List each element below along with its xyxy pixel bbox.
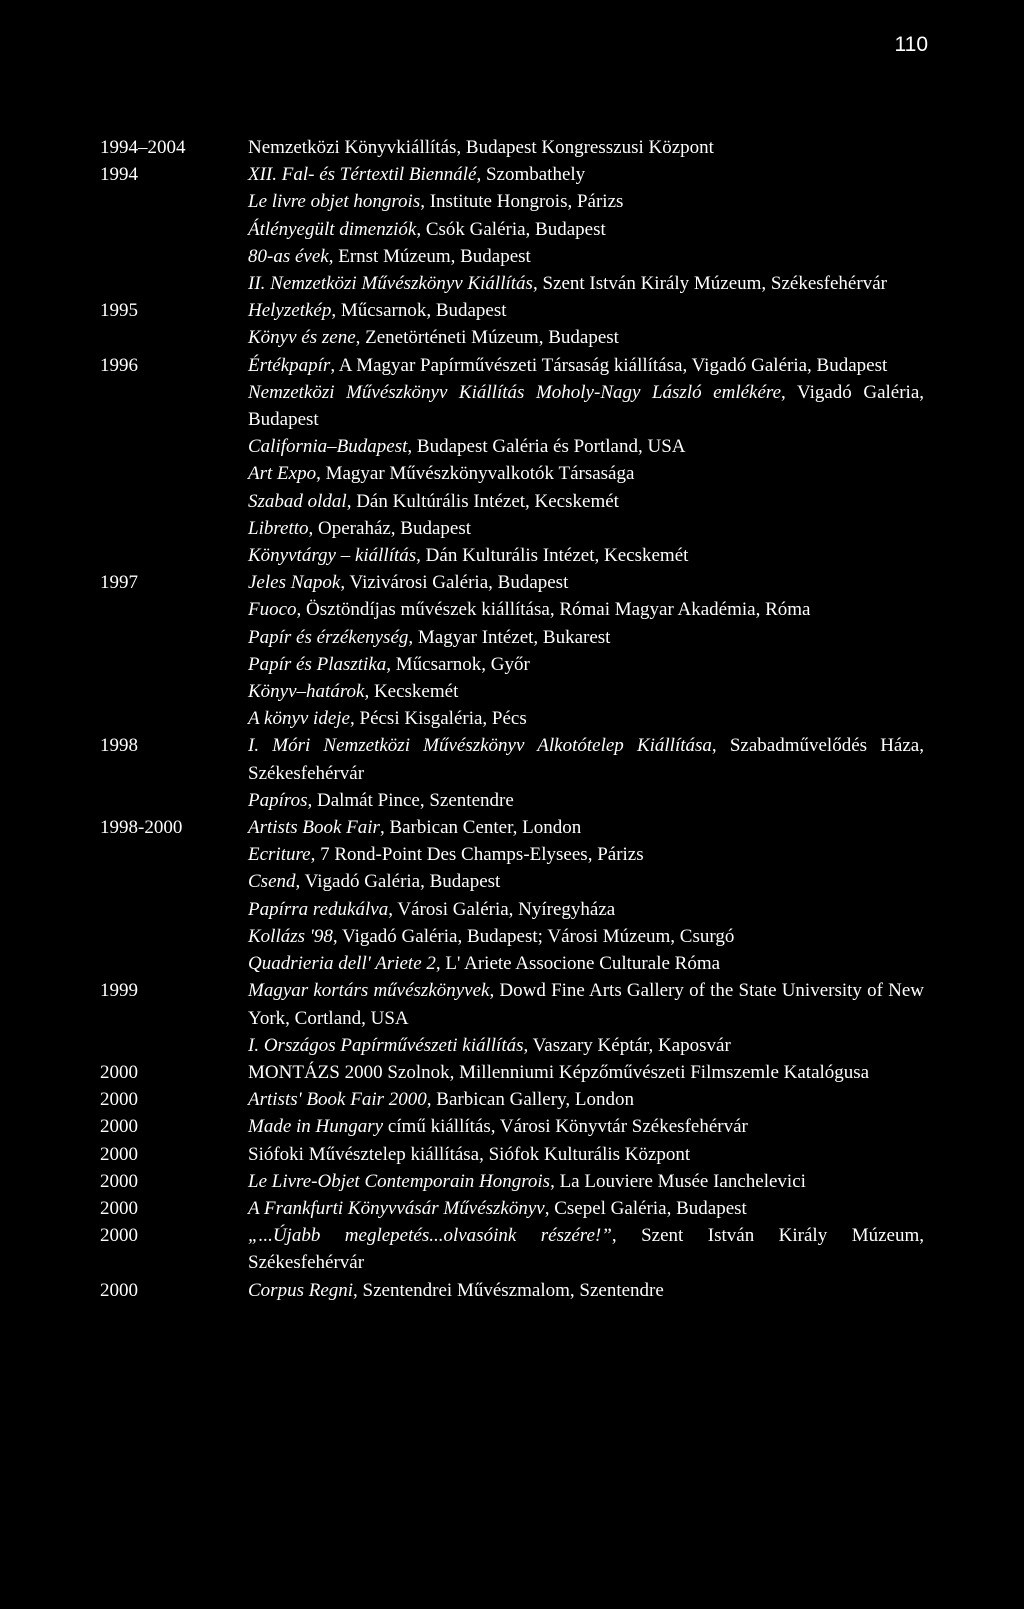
- exhibition-entry: [100, 814, 924, 977]
- exhibition-venue: , Vizivárosi Galéria, Budapest: [340, 572, 569, 594]
- entry-items: [248, 1277, 924, 1304]
- entry-year: 1998-2000: [100, 817, 183, 839]
- entry-year: 2000: [100, 1225, 138, 1247]
- exhibition-title: Papír és Plasztika: [248, 653, 387, 675]
- exhibition-title: XII. Fal- és Tértextil Biennálé: [248, 164, 477, 186]
- exhibition-title: California–Budapest: [248, 436, 408, 458]
- exhibition-venue: , Vaszary Képtár, Kaposvár: [523, 1034, 731, 1056]
- exhibition-item: [248, 1222, 924, 1276]
- exhibition-title: I. Móri Nemzetközi Művészkönyv Alkotótelep Kiállítása: [248, 735, 712, 757]
- exhibition-venue: , Dalmát Pince, Szentendre: [307, 789, 514, 811]
- exhibition-item: [248, 297, 924, 324]
- page-number: 110: [894, 33, 928, 56]
- exhibition-entry: [100, 161, 924, 297]
- exhibition-title: Magyar kortárs művészkönyvek: [248, 980, 490, 1002]
- entry-year: 1997: [100, 572, 138, 594]
- exhibition-item: [248, 542, 924, 569]
- exhibition-item: [248, 1195, 924, 1222]
- exhibition-item: [248, 324, 924, 351]
- exhibition-venue: MONTÁZS 2000 Szolnok, Millenniumi Képzőművészeti Filmszemle Katalógusa: [248, 1061, 870, 1083]
- exhibition-item: [248, 950, 924, 977]
- exhibition-item: [248, 188, 924, 215]
- exhibition-title: Ecriture: [248, 844, 311, 866]
- entry-items: [248, 161, 924, 297]
- exhibition-venue: Nemzetközi Könyvkiállítás, Budapest Kongresszusi Központ: [248, 137, 714, 158]
- exhibition-item: [248, 460, 924, 487]
- exhibition-entry: [100, 569, 924, 732]
- exhibition-venue: , Budapest Galéria és Portland, USA: [407, 436, 686, 458]
- exhibition-venue: , Vigadó Galéria, Budapest: [248, 381, 924, 431]
- exhibition-venue: , Dán Kulturális Intézet, Kecskemét: [416, 545, 689, 567]
- exhibition-item: [248, 896, 924, 923]
- exhibition-item: [248, 814, 924, 841]
- exhibition-item: [248, 868, 924, 895]
- exhibition-title: Papírra redukálva: [248, 898, 389, 920]
- entry-items: [248, 1113, 924, 1140]
- exhibition-entry: [100, 1113, 924, 1140]
- exhibition-venue: , Kecskemét: [364, 681, 459, 703]
- exhibition-title: Könyv és zene: [248, 327, 356, 349]
- entry-items: [248, 569, 924, 732]
- exhibition-title: Helyzetkép: [248, 300, 332, 322]
- exhibition-venue: , Pécsi Kisgaléria, Pécs: [350, 708, 527, 730]
- exhibition-entry: [100, 1059, 924, 1086]
- exhibition-venue: , Szombathely: [476, 164, 586, 186]
- exhibition-venue: , Szent István Király Múzeum, Székesfehérvár: [532, 273, 887, 295]
- exhibition-venue: , Zenetörténeti Múzeum, Budapest: [355, 327, 619, 349]
- exhibition-item: [248, 923, 924, 950]
- exhibition-title: Le Livre-Objet Contemporain Hongrois: [248, 1170, 551, 1192]
- entry-year: 1995: [100, 300, 138, 322]
- exhibition-title: Artists Book Fair: [248, 817, 380, 839]
- exhibition-title: Fuoco: [248, 599, 297, 621]
- exhibition-item: [248, 1277, 924, 1304]
- entry-items: [248, 1168, 924, 1195]
- exhibition-entry: [100, 1195, 924, 1222]
- exhibition-venue: , Barbican Gallery, London: [426, 1089, 634, 1111]
- exhibition-item: [248, 1168, 924, 1195]
- exhibition-venue: , Szent István Király Múzeum, Székesfehérvár: [248, 1225, 924, 1274]
- exhibition-venue: , Dán Kultúrális Intézet, Kecskemét: [346, 490, 619, 512]
- exhibition-title: Artists' Book Fair 2000: [248, 1089, 427, 1111]
- exhibition-venue: , Vigadó Galéria, Budapest; Városi Múzeum, Csurgó: [332, 925, 735, 947]
- entry-year: 1999: [100, 980, 138, 1002]
- exhibition-title: Jeles Napok: [248, 572, 341, 594]
- exhibition-item: [248, 651, 924, 678]
- entry-year: 2000: [100, 1143, 138, 1165]
- exhibition-entry: [100, 1086, 924, 1113]
- exhibition-entry: [100, 1222, 924, 1276]
- entry-items: [248, 1086, 924, 1113]
- exhibition-venue: , Műcsarnok, Budapest: [331, 300, 507, 322]
- exhibition-venue: Siófoki Művésztelep kiállítása, Siófok Kulturális Központ: [248, 1143, 691, 1165]
- exhibition-list: [100, 134, 924, 1304]
- entry-year: 2000: [100, 1089, 138, 1111]
- exhibition-title: Le livre objet hongrois: [248, 191, 421, 213]
- exhibition-venue: , Barbican Center, London: [379, 817, 582, 839]
- exhibition-entry: [100, 977, 924, 1059]
- entry-items: [248, 977, 924, 1059]
- exhibition-venue: , Magyar Intézet, Bukarest: [408, 626, 611, 648]
- exhibition-title: Libretto: [248, 517, 309, 539]
- exhibition-item: [248, 488, 924, 515]
- exhibition-venue: című kiállítás, Városi Könyvtár Székesfehérvár: [383, 1116, 748, 1138]
- exhibition-item: [248, 270, 924, 297]
- entry-items: [248, 732, 924, 814]
- exhibition-venue: , Vigadó Galéria, Budapest: [295, 871, 501, 893]
- entry-items: [248, 1195, 924, 1222]
- exhibition-item: [248, 787, 924, 814]
- exhibition-item: [248, 569, 924, 596]
- exhibition-venue: , Szentendrei Művészmalom, Szentendre: [353, 1279, 664, 1301]
- exhibition-item: [248, 624, 924, 651]
- exhibition-item: [248, 161, 924, 188]
- exhibition-title: Made in Hungary: [248, 1116, 384, 1138]
- exhibition-item: [248, 1032, 924, 1059]
- entry-year: 2000: [100, 1170, 138, 1192]
- exhibition-title: Szabad oldal: [248, 490, 347, 512]
- exhibition-item: [248, 678, 924, 705]
- exhibition-venue: , Műcsarnok, Győr: [386, 653, 530, 675]
- entry-items: [248, 297, 924, 351]
- exhibition-item: [248, 1086, 924, 1113]
- entry-items: [248, 814, 924, 977]
- entry-year: 2000: [100, 1061, 138, 1083]
- entry-year: 1996: [100, 354, 138, 376]
- exhibition-title: Papíros: [248, 789, 308, 811]
- entry-items: [248, 134, 924, 161]
- exhibition-item: [248, 243, 924, 270]
- exhibition-item: [248, 379, 924, 433]
- exhibition-venue: , Magyar Művészkönyvalkotók Társasága: [316, 463, 635, 485]
- exhibition-title: Corpus Regni: [248, 1279, 354, 1301]
- exhibition-venue: , Csepel Galéria, Budapest: [544, 1197, 747, 1219]
- exhibition-title: „...Újabb meglepetés...olvasóink részére!”: [248, 1225, 612, 1247]
- exhibition-entry: [100, 1141, 924, 1168]
- exhibition-title: Nemzetközi Művészkönyv Kiállítás Moholy-Nagy László emlékére: [248, 381, 782, 403]
- exhibition-title: Értékpapír: [248, 354, 331, 376]
- entry-items: [248, 352, 924, 570]
- exhibition-item: [248, 216, 924, 243]
- exhibition-entry: [100, 1277, 924, 1304]
- exhibition-item: [248, 1113, 924, 1140]
- exhibition-entry: [100, 732, 924, 814]
- entry-year: 2000: [100, 1116, 138, 1138]
- entry-year: 2000: [100, 1197, 138, 1219]
- entry-year: 1998: [100, 735, 138, 757]
- exhibition-entry: [100, 1168, 924, 1195]
- entry-items: [248, 1059, 924, 1086]
- exhibition-item: [248, 134, 924, 161]
- exhibition-item: [248, 433, 924, 460]
- entry-year: 2000: [100, 1279, 138, 1301]
- exhibition-venue: , La Louviere Musée Ianchelevici: [550, 1170, 806, 1192]
- exhibition-venue: , Városi Galéria, Nyíregyháza: [388, 898, 616, 920]
- exhibition-title: Art Expo: [248, 463, 317, 485]
- exhibition-title: A Frankfurti Könyvvásár Művészkönyv: [248, 1197, 545, 1219]
- exhibition-title: A könyv ideje: [248, 708, 350, 730]
- exhibition-venue: , Operaház, Budapest: [308, 517, 472, 539]
- exhibition-entry: [100, 134, 924, 161]
- exhibition-title: Könyv–határok: [248, 681, 365, 703]
- exhibition-title: II. Nemzetközi Művészkönyv Kiállítás: [248, 273, 533, 295]
- exhibition-title: Könyvtárgy – kiállítás: [248, 545, 417, 567]
- exhibition-title: Átlényegült dimenziók: [248, 218, 417, 240]
- exhibition-title: Papír és érzékenység: [248, 626, 409, 648]
- exhibition-title: Csend: [248, 871, 296, 893]
- exhibition-title: I. Országos Papírművészeti kiállítás: [248, 1034, 524, 1056]
- entry-year: 1994: [100, 164, 138, 186]
- exhibition-item: [248, 515, 924, 542]
- exhibition-venue: , Csók Galéria, Budapest: [416, 218, 606, 240]
- exhibition-entry: [100, 352, 924, 570]
- exhibition-item: [248, 596, 924, 623]
- exhibition-entry: [100, 297, 924, 351]
- exhibition-item: [248, 1059, 924, 1086]
- exhibition-venue: , Ösztöndíjas művészek kiállítása, Római Magyar Akadémia, Róma: [296, 599, 811, 621]
- exhibition-title: 80-as évek: [248, 245, 329, 267]
- exhibition-venue: , Szabadművelődés Háza, Székesfehérvár: [248, 735, 924, 784]
- exhibition-venue: , A Magyar Papírművészeti Társaság kiállítása, Vigadó Galéria, Budapest: [330, 354, 888, 376]
- exhibition-venue: , Institute Hongrois, Párizs: [420, 191, 624, 213]
- entry-year: 1994–2004: [100, 137, 186, 158]
- exhibition-venue: , Ernst Múzeum, Budapest: [328, 245, 531, 267]
- exhibition-item: [248, 841, 924, 868]
- exhibition-title: Quadrieria dell' Ariete 2: [248, 953, 436, 975]
- exhibition-item: [248, 1141, 924, 1168]
- exhibition-item: [248, 977, 924, 1031]
- exhibition-item: [248, 705, 924, 732]
- exhibition-title: Kollázs '98: [248, 925, 333, 947]
- entry-items: [248, 1222, 924, 1276]
- entry-items: [248, 1141, 924, 1168]
- exhibition-item: [248, 732, 924, 786]
- exhibition-venue: , Dowd Fine Arts Gallery of the State University of New York, Cortland, USA: [248, 980, 924, 1029]
- exhibition-item: [248, 352, 924, 379]
- exhibition-venue: , L' Ariete Associone Culturale Róma: [435, 953, 721, 975]
- exhibition-venue: , 7 Rond-Point Des Champs-Elysees, Párizs: [310, 844, 644, 866]
